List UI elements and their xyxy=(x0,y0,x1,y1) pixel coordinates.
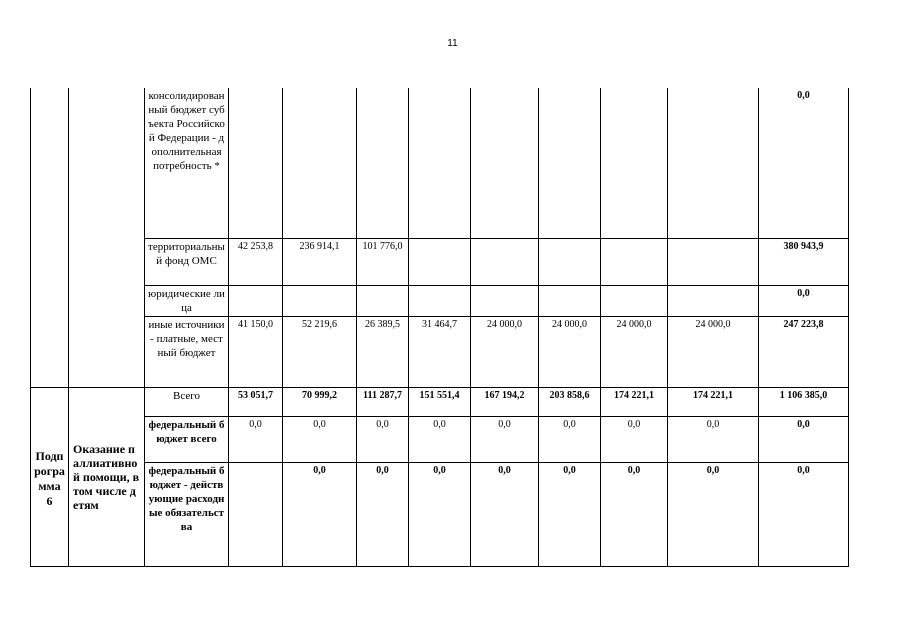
total-cell: 0,0 xyxy=(759,463,849,567)
value-cell xyxy=(601,286,668,317)
value-cell xyxy=(409,239,471,286)
value-cell: 0,0 xyxy=(601,417,668,463)
value-cell: 0,0 xyxy=(668,463,759,567)
value-cell: 24 000,0 xyxy=(668,317,759,388)
value-cell xyxy=(409,286,471,317)
total-cell: 0,0 xyxy=(759,88,849,239)
subprogram-code-cell xyxy=(31,88,69,388)
value-cell xyxy=(668,88,759,239)
value-cell xyxy=(539,239,601,286)
value-cell: 167 194,2 xyxy=(471,388,539,417)
value-cell: 0,0 xyxy=(409,417,471,463)
value-cell: 0,0 xyxy=(601,463,668,567)
value-cell: 0,0 xyxy=(229,417,283,463)
table-row xyxy=(31,388,849,417)
value-cell: 0,0 xyxy=(471,463,539,567)
task-name-cell xyxy=(69,88,145,388)
value-cell: 0,0 xyxy=(539,417,601,463)
financing-table xyxy=(30,88,849,567)
row-label: Всего xyxy=(145,388,229,417)
value-cell: 53 051,7 xyxy=(229,388,283,417)
value-cell: 24 000,0 xyxy=(539,317,601,388)
value-cell xyxy=(229,88,283,239)
subprogram-name: Оказание паллиативной помощи, в том числе детям xyxy=(69,388,145,567)
value-cell: 174 221,1 xyxy=(601,388,668,417)
total-cell: 0,0 xyxy=(759,417,849,463)
row-label: иные источники - платные, местный бюджет xyxy=(145,317,229,388)
row-label: консолидированный бюджет субъекта Российской Федерации - дополнительная потребность * xyxy=(145,88,229,239)
value-cell: 151 551,4 xyxy=(409,388,471,417)
row-label: федеральный бюджет всего xyxy=(145,417,229,463)
value-cell xyxy=(283,286,357,317)
page-number: 11 xyxy=(447,38,458,49)
value-cell: 101 776,0 xyxy=(357,239,409,286)
total-cell: 247 223,8 xyxy=(759,317,849,388)
value-cell: 236 914,1 xyxy=(283,239,357,286)
value-cell: 24 000,0 xyxy=(471,317,539,388)
value-cell xyxy=(668,286,759,317)
value-cell: 70 999,2 xyxy=(283,388,357,417)
table-row xyxy=(31,239,849,286)
value-cell: 42 253,8 xyxy=(229,239,283,286)
table-row xyxy=(31,88,849,239)
value-cell: 0,0 xyxy=(357,417,409,463)
value-cell xyxy=(471,239,539,286)
value-cell xyxy=(601,88,668,239)
value-cell xyxy=(409,88,471,239)
value-cell: 0,0 xyxy=(471,417,539,463)
value-cell: 24 000,0 xyxy=(601,317,668,388)
value-cell: 111 287,7 xyxy=(357,388,409,417)
value-cell xyxy=(229,463,283,567)
value-cell: 52 219,6 xyxy=(283,317,357,388)
table-row xyxy=(31,417,849,463)
value-cell: 0,0 xyxy=(357,463,409,567)
value-cell xyxy=(357,88,409,239)
total-cell: 1 106 385,0 xyxy=(759,388,849,417)
value-cell xyxy=(539,88,601,239)
value-cell: 174 221,1 xyxy=(668,388,759,417)
value-cell xyxy=(471,88,539,239)
row-label: федеральный бюджет - действующие расходные обязательства xyxy=(145,463,229,567)
value-cell xyxy=(539,286,601,317)
value-cell xyxy=(471,286,539,317)
table-row xyxy=(31,463,849,567)
value-cell: 26 389,5 xyxy=(357,317,409,388)
row-label: территориальный фонд ОМС xyxy=(145,239,229,286)
value-cell: 31 464,7 xyxy=(409,317,471,388)
subprogram-code: Подпрограмма 6 xyxy=(31,388,69,567)
value-cell: 203 858,6 xyxy=(539,388,601,417)
value-cell: 41 150,0 xyxy=(229,317,283,388)
value-cell xyxy=(283,88,357,239)
value-cell: 0,0 xyxy=(539,463,601,567)
value-cell xyxy=(668,239,759,286)
value-cell: 0,0 xyxy=(283,463,357,567)
value-cell: 0,0 xyxy=(668,417,759,463)
table-row xyxy=(31,286,849,317)
value-cell xyxy=(601,239,668,286)
total-cell: 0,0 xyxy=(759,286,849,317)
total-cell: 380 943,9 xyxy=(759,239,849,286)
value-cell: 0,0 xyxy=(283,417,357,463)
value-cell xyxy=(357,286,409,317)
value-cell: 0,0 xyxy=(409,463,471,567)
table-row xyxy=(31,317,849,388)
row-label: юридические лица xyxy=(145,286,229,317)
value-cell xyxy=(229,286,283,317)
